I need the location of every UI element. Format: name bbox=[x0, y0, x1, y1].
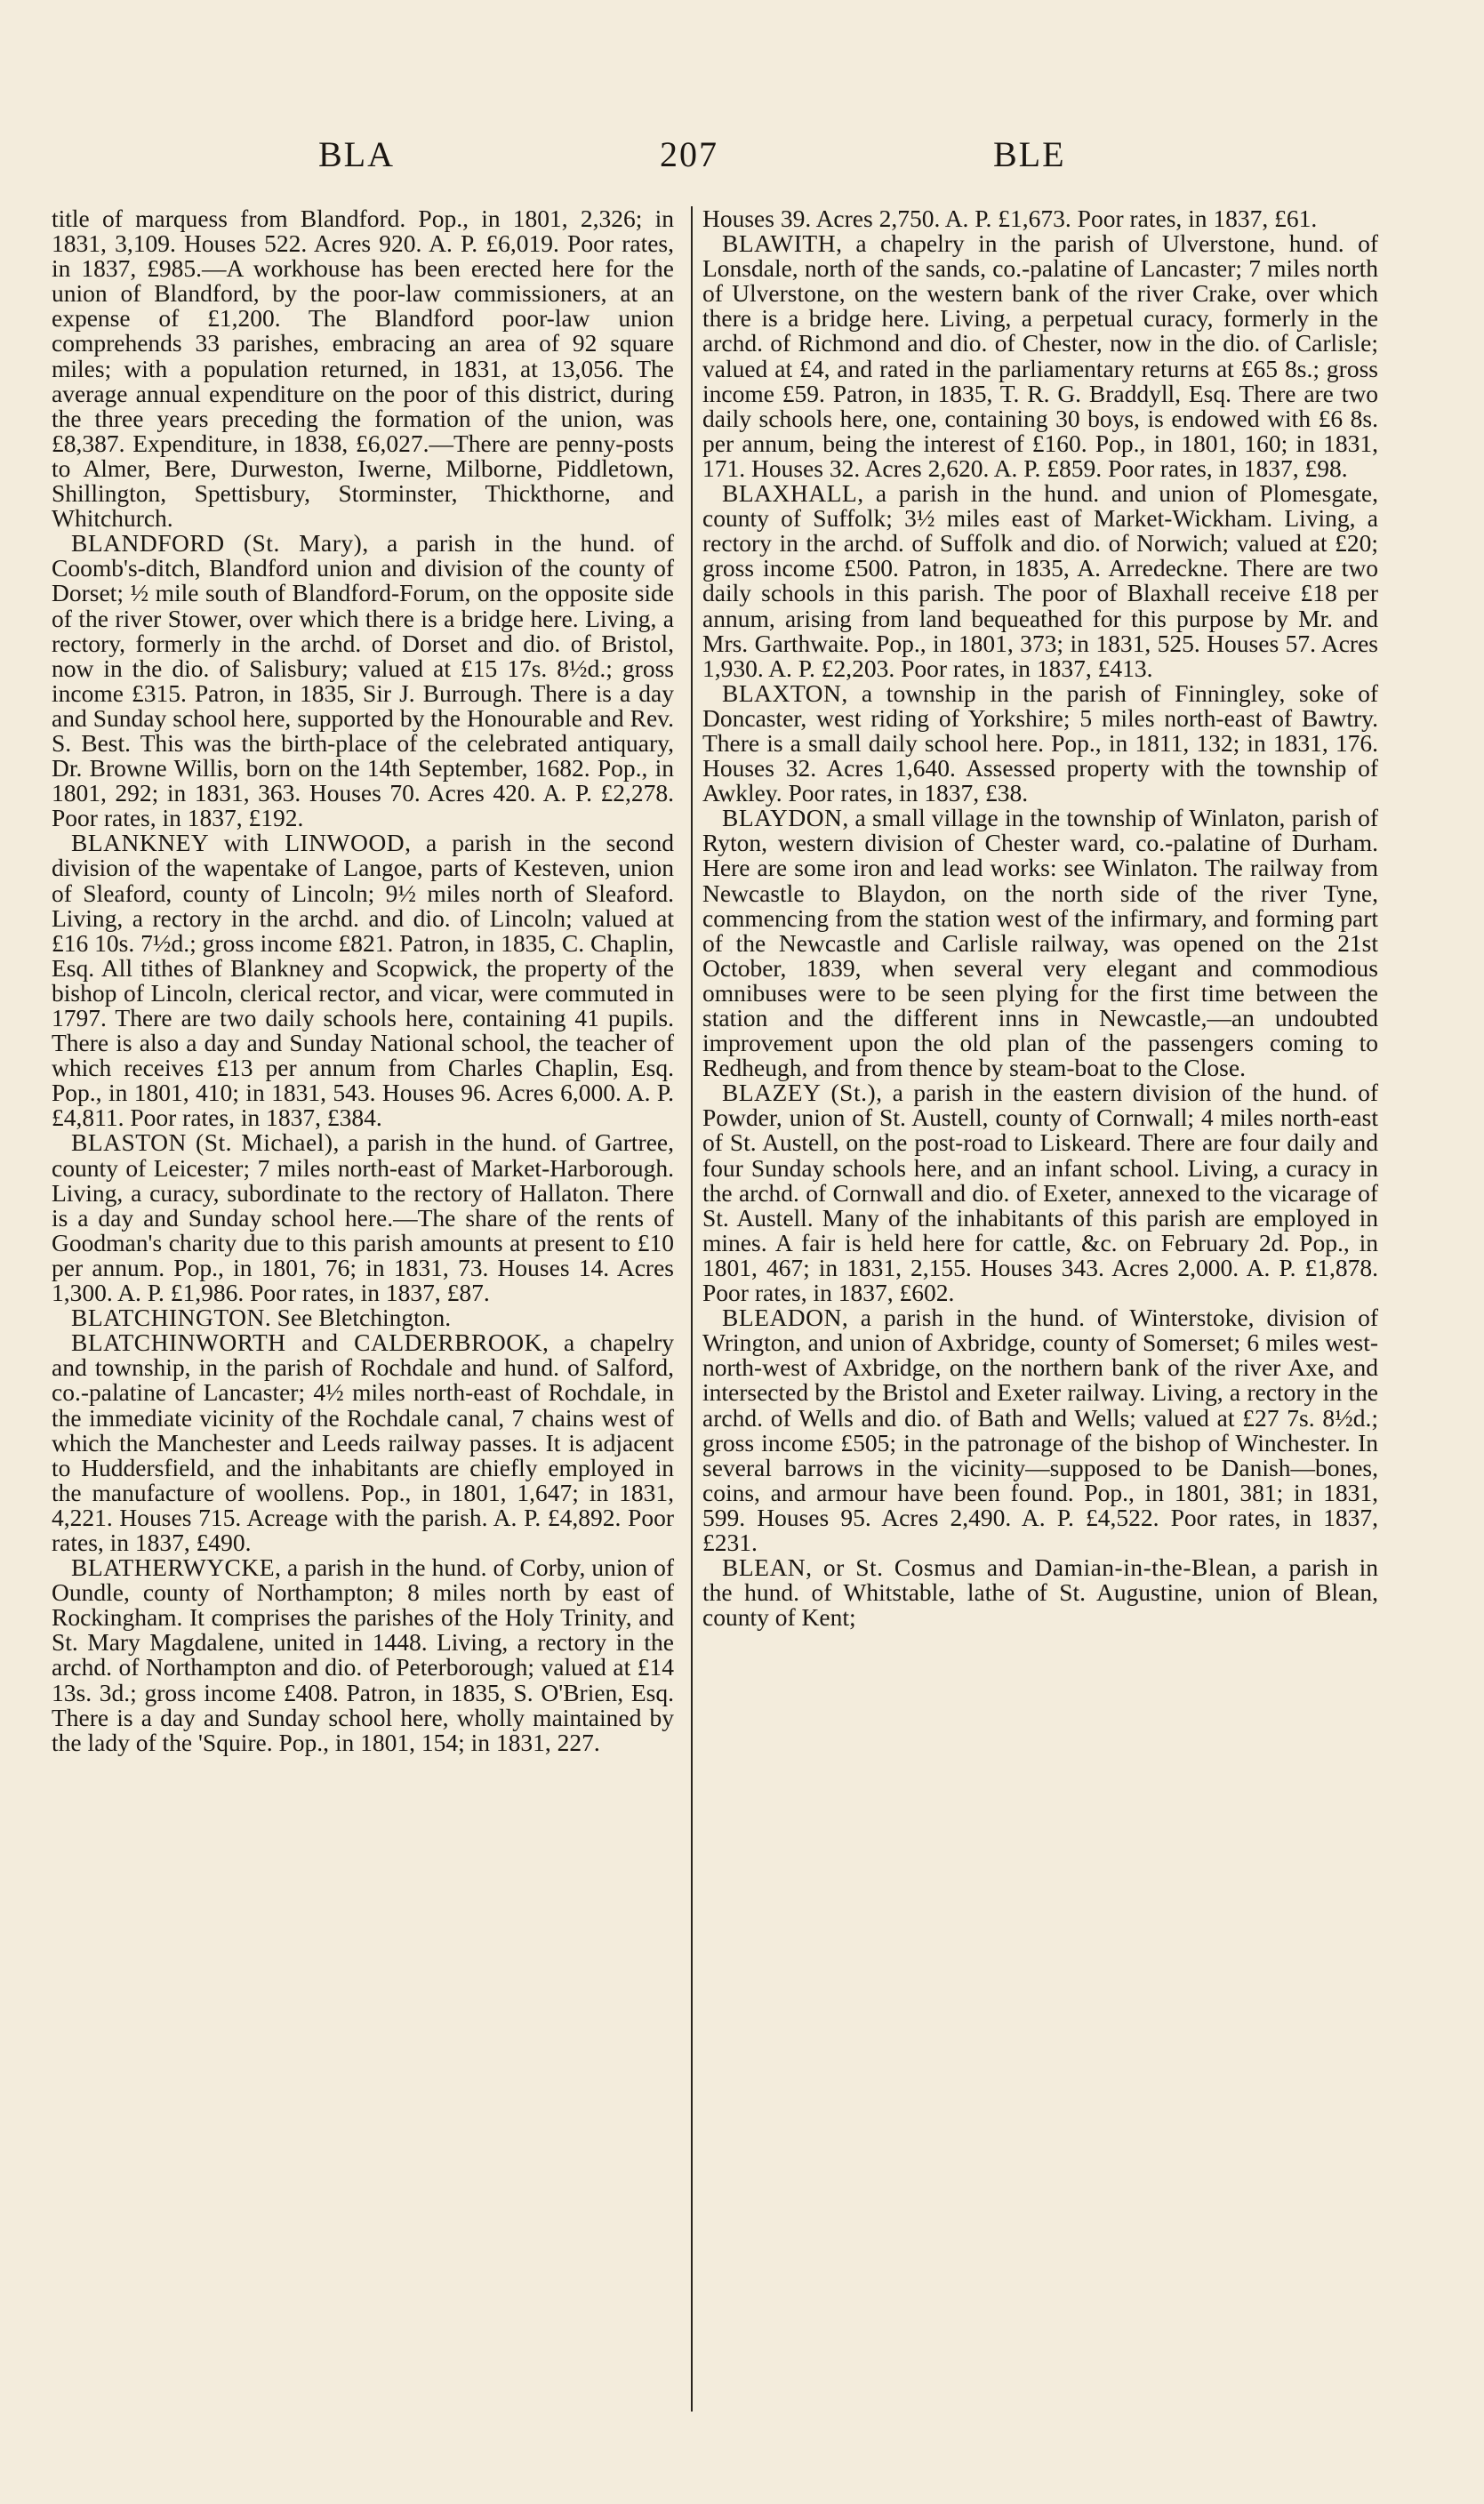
entry-bleadon bbox=[702, 1305, 1378, 1555]
entry-continuation: Houses 39. Acres 2,750. A. P. £1,673. Poor rates, in 1837, £61. bbox=[702, 205, 1318, 232]
running-header bbox=[0, 133, 1484, 187]
entry-headword: BLAYDON bbox=[722, 804, 843, 832]
entry-text: , a chapelry in the parish of Ulverstone, hund. of Lonsdale, north of the sands, co.-palatine of Lancaster; 7 miles north of Ulverstone, on the western bank of the river Crake, over which there is a bridge here. Living, a perpetual curacy, formerly in the archd. of Richmond and dio. of Chester, now in the dio. of Carlisle; valued at £4, and rated in the parliamentary returns at £65 8s.; gross income £59. Patron, in 1835, T. R. G. Braddyll, Esq. There are two daily schools here, one, containing 30 boys, is endowed with £6 8s. per annum, being the interest of £160. Pop., in 1801, 160; in 1831, 171. Houses 32. Acres 2,620. A. P. £859. Poor rates, in 1837, £98. bbox=[702, 229, 1378, 482]
entry-blaydon bbox=[702, 806, 1378, 1080]
entry-blatherwycke bbox=[52, 1555, 674, 1755]
entry-text: , a parish in the hund. of Corby, union of Oundle, county of Northampton; 8 miles north by east of Rockingham. It comprises the parishes of the Holy Trinity, and St. Mary Magdalene, united in 1448. Living, a rectory in the archd. of Northampton and dio. of Peterborough; valued at £14 13s. 3d.; gross income £408. Patron, in 1835, S. O'Brien, Esq. There is a day and Sunday school here, wholly maintained by the lady of the 'Squire. Pop., in 1801, 154; in 1831, 227. bbox=[52, 1553, 674, 1756]
left-column bbox=[52, 206, 674, 1755]
entry-headword: BLAXHALL bbox=[722, 479, 858, 508]
entry-text: , a parish in the hund. of Gartree, county of Leicester; 7 miles north-east of Market-Harborough. Living, a curacy, subordinate to the rectory of Hallaton. There is a day and Sunday school here.—The share of the rents of Goodman's charity due to this parish amounts at present to £10 per annum. Pop., in 1801, 76; in 1831, 73. Houses 14. Acres 1,300. A. P. £1,986. Poor rates, in 1837, £87. bbox=[52, 1128, 674, 1307]
entry-text: , a parish in the hund. of Whitstable, lathe of St. Augustine, union of Blean, county of Kent; bbox=[702, 1553, 1378, 1632]
entry-headword: BLATHERWYCKE bbox=[71, 1553, 276, 1582]
entry-headword: BLATCHINGTON bbox=[71, 1304, 265, 1332]
column-divider bbox=[691, 206, 693, 2412]
entry-text: , a parish in the hund. of Winterstoke, division of Wrington, and union of Axbridge, county of Somerset; 6 miles west-north-west of Axbridge, on the northern bank of the river Axe, and intersected by the Bristol and Exeter railway. Living, a rectory in the archd. of Wells and dio. of Bath and Wells; valued at £27 7s. 8½d.; gross income £505; in the patronage of the bishop of Winchester. In several barrows in the vicinity—supposed to be Danish—bones, coins, and armour have been found. Pop., in 1801, 381; in 1831, 599. Houses 95. Acres 2,490. A. P. £4,522. Poor rates, in 1837, £231. bbox=[702, 1304, 1378, 1556]
entry-blazey-st bbox=[702, 1080, 1378, 1305]
entry-headword: BLEAN, or St. Cosmus and Damian-in-the-Blean bbox=[722, 1553, 1251, 1582]
entry-blankney bbox=[52, 831, 674, 1130]
entry-continuation: title of marquess from Blandford. Pop., in 1801, 2,326; in 1831, 3,109. Houses 522. Acres 920. A. P. £6,019. Poor rates, in 1837, £985.—A workhouse has been erected here for the union of Blandford, by the poor-law commissioners, at an expense of £1,200. The Blandford poor-law union comprehends 33 parishes, embracing an area of 92 square miles; with a population returned, in 1831, at 13,056. The average annual expenditure on the poor of this district, during the three years preceding the formation of the union, was £8,387. Expenditure, in 1838, £6,027.—There are penny-posts to Almer, Bere, Durweston, Iwerne, Milborne, Piddletown, Shillington, Spettisbury, Storminster, Thickthorne, and Whitchurch. bbox=[52, 205, 674, 533]
entry-headword: BLANKNEY with LINWOOD bbox=[71, 829, 405, 857]
entry-headword: BLAZEY (St.) bbox=[722, 1079, 877, 1107]
header-right-guideword: BLE bbox=[993, 134, 1066, 174]
entry-headword: BLASTON (St. Michael) bbox=[71, 1128, 333, 1157]
entry-headword: BLAWITH bbox=[722, 229, 837, 258]
entry-headword: BLEADON bbox=[722, 1304, 842, 1332]
entry-text: , a parish in the second division of the wapentake of Langoe, parts of Kesteven, union of Sleaford, county of Lincoln; 9½ miles north of Sleaford. Living, a rectory in the archd. and dio. of Lincoln; valued at £16 10s. 7½d.; gross income £821. Patron, in 1835, C. Chaplin, Esq. All tithes of Blankney and Scopwick, the property of the bishop of Lincoln, clerical rector, and vicar, were commuted in 1797. There are two daily schools here, containing 41 pupils. There is also a day and Sunday National school, the teacher of which receives £13 per annum from Charles Chaplin, Esq. Pop., in 1801, 410; in 1831, 543. Houses 96. Acres 6,000. A. P. £4,811. Poor rates, in 1837, £384. bbox=[52, 829, 674, 1132]
entry-blaston bbox=[52, 1130, 674, 1305]
entry-blawith bbox=[702, 231, 1378, 481]
entry-text: , a small village in the township of Winlaton, parish of Ryton, western division of Chester ward, co.-palatine of Durham. Here are some iron and lead works: see Winlaton. The railway from Newcastle to Blaydon, on the north side of the river Tyne, commencing from the station west of the infirmary, and forming part of the Newcastle and Carlisle railway, was opened on the 21st October, 1839, when several very elegant and commodious omnibuses were to be seen plying for the first time between the station and the different inns in Newcastle,—an undoubted improvement upon the old plan of the passengers coming to Redheugh, and from thence by steam-boat to the Close. bbox=[702, 804, 1378, 1082]
entry-blaxton bbox=[702, 678, 1378, 807]
entry-blatchinworth bbox=[52, 1330, 674, 1555]
entry-text: , a township in the parish of Finningley, soke of Doncaster, west riding of Yorkshire; 5 miles north-east of Bawtry. There is a small daily school here. Pop., in 1811, 132; in 1831, 176. Houses 32. Acres 1,640. Assessed property with the township of Awkley. Poor rates, in 1837, £38. bbox=[702, 678, 1378, 807]
entry-text: . See Bletchington. bbox=[264, 1304, 452, 1332]
entry-blatchington bbox=[52, 1305, 674, 1330]
entry-text: , a parish in the hund. of Coomb's-ditch, Blandford union and division of the county of Dorset; ½ mile south of Blandford-Forum, on the opposite side of the river Stower, over which there is a bridge here. Living, a rectory, formerly in the archd. of Dorset and dio. of Bristol, now in the dio. of Salisbury; valued at £15 17s. 8½d.; gross income £315. Patron, in 1835, Sir J. Burrough. There is a day and Sunday school here, supported by the Honourable and Rev. S. Best. This was the birth-place of the celebrated antiquary, Dr. Browne Willis, born on the 14th September, 1682. Pop., in 1801, 292; in 1831, 363. Houses 70. Acres 420. A. P. £2,278. Poor rates, in 1837, £192. bbox=[52, 529, 674, 832]
right-column bbox=[702, 206, 1378, 1630]
entry-text: , a parish in the hund. and union of Plomesgate, county of Suffolk; 3½ miles east of Market-Wickham. Living, a rectory in the archd. of Suffolk and dio. of Norwich; valued at £20; gross income £500. Patron, in 1835, A. Arredeckne. There are two daily schools in this parish. The poor of Blaxhall receive £18 per annum, arising from land bequeathed for this purpose by Mr. and Mrs. Garthwaite. Pop., in 1801, 373; in 1831, 525. Houses 57. Acres 1,930. A. P. £2,203. Poor rates, in 1837, £413. bbox=[702, 479, 1378, 682]
entry-blandford-st-mary bbox=[52, 531, 674, 831]
entry-headword: BLATCHINWORTH and CALDERBROOK bbox=[71, 1328, 542, 1357]
header-left-guideword: BLA bbox=[318, 134, 395, 174]
page-number: 207 bbox=[660, 134, 718, 174]
entry-blean bbox=[702, 1555, 1378, 1630]
entry-text: , a parish in the eastern division of the hund. of Powder, union of St. Austell, county of Cornwall; 4 miles north-east of St. Austell, on the post-road to Liskeard. There are four daily and four Sunday schools here, and an infant school. Living, a curacy in the archd. of Cornwall and dio. of Exeter, annexed to the vicarage of St. Austell. Many of the inhabitants of this parish are employed in mines. A fair is held here for cattle, &c. on February 2d. Pop., in 1801, 467; in 1831, 2,155. Houses 343. Acres 2,000. A. P. £1,878. Poor rates, in 1837, £602. bbox=[702, 1079, 1378, 1307]
entry-headword: BLANDFORD (St. Mary) bbox=[71, 529, 363, 558]
entry-text: , a chapelry and township, in the parish of Rochdale and hund. of Salford, co.-palatine of Lancaster; 4½ miles north-east of Rochdale, in the immediate vicinity of the Rochdale canal, 7 chains west of which the Manchester and Leeds railway passes. It is adjacent to Huddersfield, and the inhabitants are chiefly employed in the manufacture of woollens. Pop., in 1801, 1,647; in 1831, 4,221. Houses 715. Acreage with the parish. A. P. £4,892. Poor rates, in 1837, £490. bbox=[52, 1328, 675, 1556]
entry-headword: BLAXTON bbox=[722, 678, 842, 707]
entry-blaxhall bbox=[702, 481, 1378, 681]
